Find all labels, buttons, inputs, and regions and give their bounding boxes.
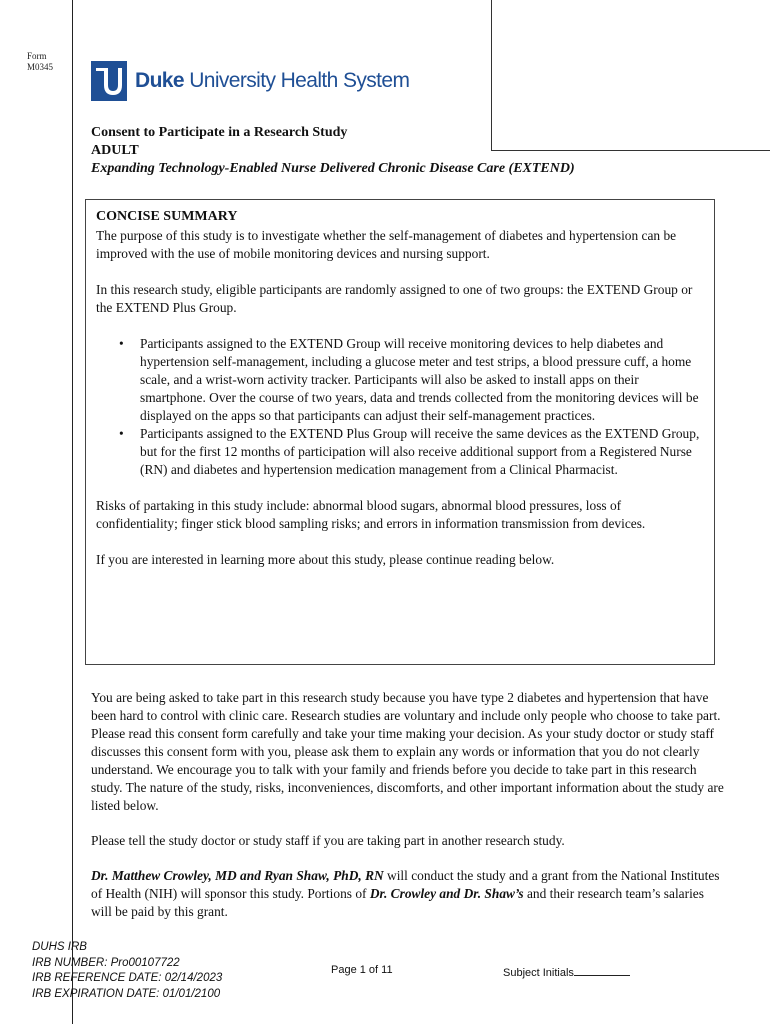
summary-risks: Risks of partaking in this study include: abnormal blood sugars, abnormal blood pressures, loss of confidentiality; finger stick blood sampling risks; and errors in information transmission from devices. xyxy=(96,498,646,531)
body-intro: You are being asked to take part in this research study because you have type 2 diabetes and hypertension that have been hard to control with clinic care. Research studies are voluntary and include only people who choose to take part. Please read this consent form carefully and take your time making your decision. As your study doctor or study staff discusses this consent form with you, please ask them to explain any words or information that you do not clearly understand. We encourage you to talk with your family and friends before you decide to take part in this research study. The nature of the study, risks, inconveniences, discomforts, and other important information about the study are listed below. xyxy=(91,690,724,813)
form-code-number: M0345 xyxy=(27,62,54,72)
subject-initials-label: Subject Initials xyxy=(503,967,574,979)
bullet-icon: • xyxy=(119,426,124,441)
investigators-text-a: will conduct the study and a grant from the National Institutes of Health (NIH) will sponsor this study. Portions of xyxy=(91,868,720,901)
subject-initials xyxy=(503,964,630,979)
investigators-text-b: and their research team’s salaries will be paid by this grant. xyxy=(91,886,704,919)
list-item xyxy=(119,335,704,425)
body-investigators xyxy=(91,867,727,921)
summary-continue: If you are interested in learning more about this study, please continue reading below. xyxy=(96,552,555,567)
duke-logo xyxy=(91,61,409,101)
form-code xyxy=(27,51,53,73)
subject-initials-field[interactable] xyxy=(574,964,630,976)
body-other-study: Please tell the study doctor or study staff if you are taking part in another research study. xyxy=(91,833,565,848)
duke-shield-icon xyxy=(91,61,127,101)
list-item xyxy=(119,425,704,479)
logo-brand-bold: Duke xyxy=(135,69,184,92)
document-title xyxy=(91,124,575,178)
bullet-icon: • xyxy=(119,336,124,351)
title-study-name: Expanding Technology-Enabled Nurse Delivered Chronic Disease Care (EXTEND) xyxy=(91,161,575,176)
summary-groups: In this research study, eligible participants are randomly assigned to one of two groups: the EXTEND Group or the EXTEND Plus Group. xyxy=(96,282,693,315)
title-consent: Consent to Participate in a Research Study xyxy=(91,125,348,140)
bullet-text: Participants assigned to the EXTEND Group will receive monitoring devices to help diabetes and hypertension self-management, including a glucose meter and test strips, a blood pressure cuff, a home scale, and a wrist-worn activity tracker. Participants will also be asked to install apps on their smartphone. Over the course of two years, data and trends collected from the monitoring devices will be displayed on the apps so that participants can adjust their self-management practices. xyxy=(140,336,699,423)
irb-number: IRB NUMBER: Pro00107722 xyxy=(32,956,180,969)
irb-name: DUHS IRB xyxy=(32,941,87,953)
concise-summary-box xyxy=(85,199,715,665)
consent-body xyxy=(91,689,727,938)
irb-reference-date: IRB REFERENCE DATE: 02/14/2023 xyxy=(32,972,223,984)
investigator-surnames: Dr. Crowley and Dr. Shaw’s xyxy=(369,886,524,901)
logo-brand-rest: University Health System xyxy=(183,69,410,92)
logo-wordmark xyxy=(135,69,409,93)
summary-bullet-list xyxy=(96,335,704,479)
irb-expiration-date: IRB EXPIRATION DATE: 01/01/2100 xyxy=(32,987,221,1000)
margin-rule xyxy=(72,0,73,1024)
page-number: Page 1 of 11 xyxy=(331,964,393,976)
investigator-names: Dr. Matthew Crowley, MD and Ryan Shaw, PhD, RN xyxy=(91,868,384,883)
form-code-label: Form xyxy=(27,51,47,61)
summary-purpose: The purpose of this study is to investigate whether the self-management of diabetes and hypertension can be improved with the use of mobile monitoring devices and nursing support. xyxy=(96,228,677,261)
summary-heading: CONCISE SUMMARY xyxy=(96,209,238,224)
title-adult: ADULT xyxy=(91,143,139,158)
irb-footer xyxy=(32,940,222,1002)
bullet-text: Participants assigned to the EXTEND Plus Group will receive the same devices as the EXTEND Group, but for the first 12 months of participation will also receive additional support from a Registered Nurse (RN) and diabetes and hypertension medication management from a Clinical Pharmacist. xyxy=(140,426,700,477)
